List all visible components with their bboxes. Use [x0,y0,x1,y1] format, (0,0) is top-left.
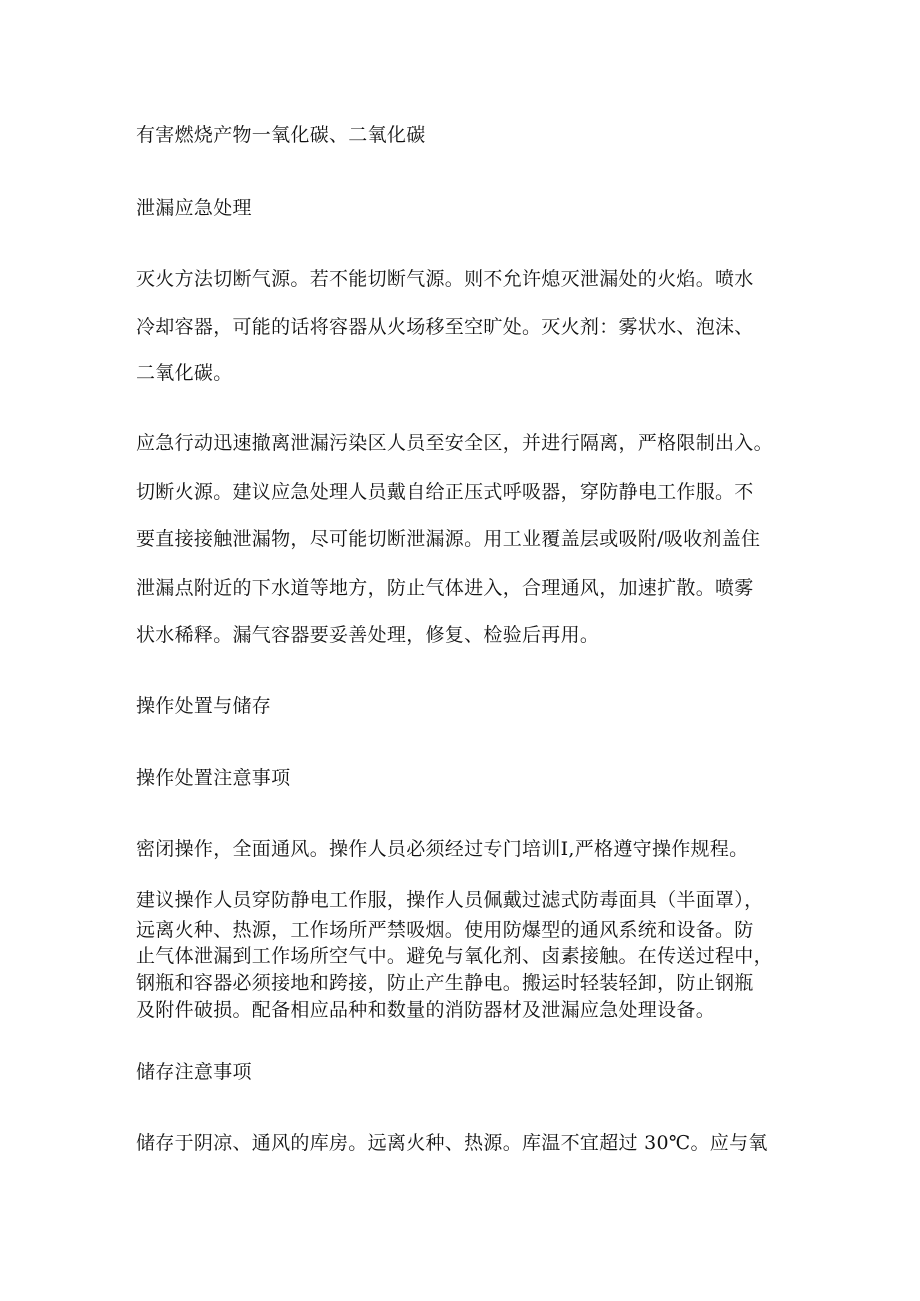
suggestion-paragraph-line: 及附件破损。配备相应品种和数量的消防器材及泄漏应急处理设备。 [136,999,716,1021]
operation-paragraph-line: 密闭操作，全面通风。操作人员必须经过专门培训I,严格遵守操作规程。 [136,838,749,860]
emergency-paragraph-line: 状水稀释。漏气容器要妥善处理，修复、检验后再用。 [136,624,600,646]
heading-handling-notes: 操作处置注意事项 [136,767,291,789]
emergency-paragraph-line: 要直接接触泄漏物，尽可能切断泄漏源。用工业覆盖层或吸附/吸收剂盖住 [136,528,761,550]
suggestion-paragraph-line: 钢瓶和容器必须接地和跨接，防止产生静电。搬运时轻装轻卸，防止钢瓶 [136,972,754,994]
heading-leak-emergency: 泄漏应急处理 [136,197,252,219]
fire-paragraph-line: 二氧化碳。 [136,362,233,384]
heading-storage-notes: 储存注意事项 [136,1061,252,1083]
suggestion-paragraph-line: 止气体泄漏到工作场所空气中。避免与氧化剂、卤素接触。在传送过程中， [136,945,773,967]
storage-paragraph-line: 储存于阴凉、通风的库房。远离火种、热源。库温不宜超过 30℃。应与氧 [136,1132,768,1154]
fire-paragraph-line: 冷却容器，可能的话将容器从火场移至空旷处。灭火剂：雾状水、泡沫、 [136,316,754,338]
emergency-paragraph-line: 应急行动迅速撤离泄漏污染区人员至安全区，并进行隔离，严格限制出入。 [136,432,773,454]
suggestion-paragraph-line: 远离火种、热源，工作场所严禁吸烟。使用防爆型的通风系统和设备。防 [136,919,754,941]
heading-combustion-products: 有害燃烧产物一氧化碳、二氧化碳 [136,124,426,146]
suggestion-paragraph-line: 建议操作人员穿防静电工作服，操作人员佩戴过滤式防毒面具（半面罩）， [136,889,764,911]
heading-handling-storage: 操作处置与储存 [136,695,272,717]
fire-paragraph-line: 灭火方法切断气源。若不能切断气源。则不允许熄灭泄漏处的火焰。喷水 [136,268,754,290]
emergency-paragraph-line: 切断火源。建议应急处理人员戴自给正压式呼吸器，穿防静电工作服。不 [136,481,754,503]
emergency-paragraph-line: 泄漏点附近的下水道等地方，防止气体进入，合理通风，加速扩散。喷雾 [136,577,754,599]
